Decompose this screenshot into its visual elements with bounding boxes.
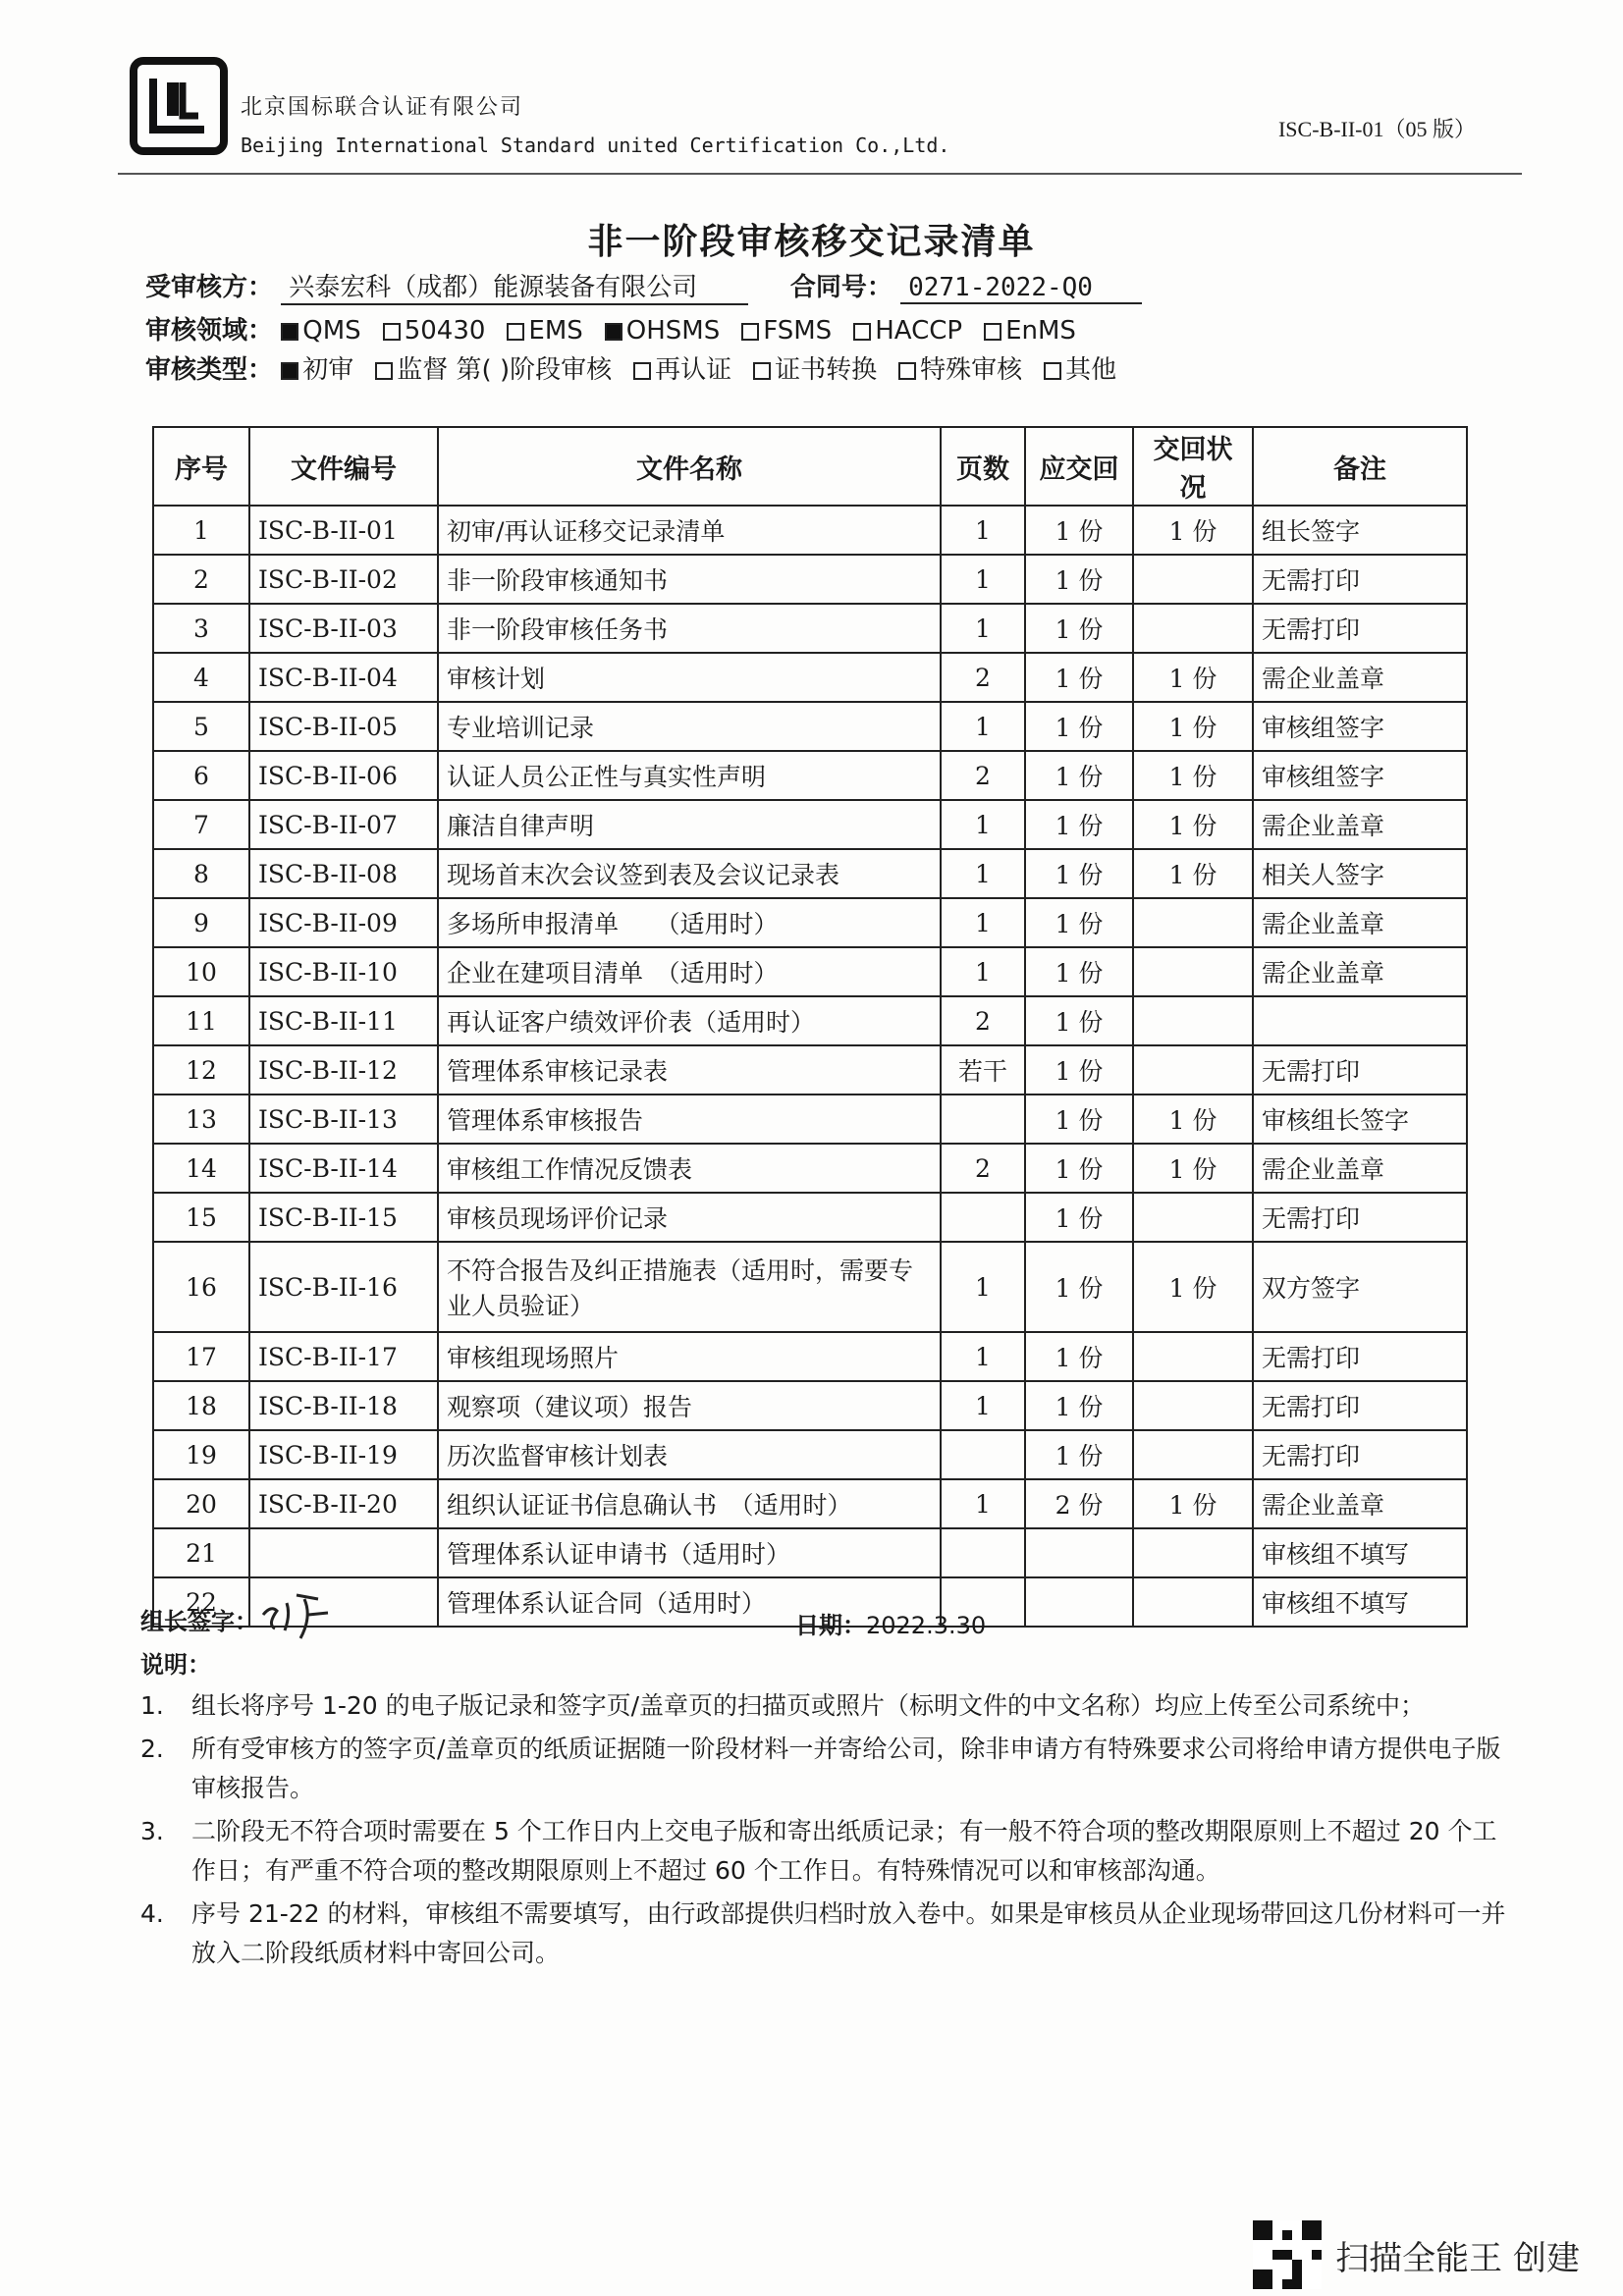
domain-option-label: HACCP — [875, 316, 963, 346]
header-divider — [118, 173, 1522, 175]
cell-due: 1 份 — [1025, 702, 1133, 751]
cell-due: 1 份 — [1025, 1144, 1133, 1193]
cell-doc-no: ISC-B-II-06 — [249, 751, 438, 800]
cell-doc-name: 管理体系审核记录表 — [438, 1045, 941, 1095]
unchecked-box-icon — [741, 323, 759, 341]
cell-remarks: 需企业盖章 — [1253, 1479, 1467, 1528]
cell-returned — [1133, 1528, 1253, 1577]
note-number: 1. — [140, 1691, 164, 1720]
col-header-seq: 序号 — [153, 427, 249, 506]
cell-seq: 6 — [153, 751, 249, 800]
domain-option — [605, 316, 720, 346]
cell-seq: 8 — [153, 849, 249, 898]
audit-type-option-label: 初审 — [302, 355, 354, 385]
cell-returned — [1133, 1332, 1253, 1381]
cell-due: 1 份 — [1025, 1430, 1133, 1479]
cell-doc-name: 审核计划 — [438, 653, 941, 702]
audit-type-option-label: 特殊审核 — [920, 355, 1023, 385]
cell-doc-name: 管理体系认证申请书（适用时） — [438, 1528, 941, 1577]
cell-doc-name: 初审/再认证移交记录清单 — [438, 506, 941, 555]
audit-type-option — [633, 349, 731, 386]
company-name-cn: 北京国标联合认证有限公司 — [241, 95, 524, 120]
cell-returned: 1 份 — [1133, 800, 1253, 849]
cell-returned: 1 份 — [1133, 1242, 1253, 1332]
form-code: ISC-B-II-01（05 版） — [1277, 117, 1476, 141]
cell-due: 1 份 — [1025, 947, 1133, 996]
cell-doc-no: ISC-B-II-14 — [249, 1144, 438, 1193]
cell-pages — [941, 1528, 1025, 1577]
cell-doc-name: 历次监督审核计划表 — [438, 1430, 941, 1479]
cell-due: 1 份 — [1025, 1193, 1133, 1242]
note-text: 所有受审核方的签字页/盖章页的纸质证据随一阶段材料一并寄给公司，除非申请方有特殊要求公司将给申请方提供电子版审核报告。 — [191, 1735, 1501, 1802]
col-header-due: 应交回 — [1025, 427, 1133, 506]
cell-remarks: 无需打印 — [1253, 1045, 1467, 1095]
cell-pages: 1 — [941, 1479, 1025, 1528]
audit-type-list — [281, 355, 1138, 385]
cell-doc-name: 多场所申报清单 （适用时） — [438, 898, 941, 947]
cell-due: 1 份 — [1025, 898, 1133, 947]
cell-seq: 15 — [153, 1193, 249, 1242]
qr-code-icon — [1253, 2220, 1322, 2289]
cell-seq: 22 — [153, 1577, 249, 1627]
cell-doc-no: ISC-B-II-02 — [249, 555, 438, 604]
domain-option — [853, 316, 962, 346]
cell-pages — [941, 1095, 1025, 1144]
cell-pages: 1 — [941, 849, 1025, 898]
audit-type-option-label: 再认证 — [655, 355, 732, 385]
col-header-doc-no: 文件编号 — [249, 427, 438, 506]
cell-doc-name: 认证人员公正性与真实性声明 — [438, 751, 941, 800]
cell-doc-no: ISC-B-II-04 — [249, 653, 438, 702]
cell-doc-no: ISC-B-II-10 — [249, 947, 438, 996]
document-title: 非一阶段审核移交记录清单 — [587, 222, 1036, 262]
leader-signature-label: 组长签字： — [140, 1608, 258, 1635]
table-row — [153, 947, 1467, 996]
cell-doc-no: ISC-B-II-12 — [249, 1045, 438, 1095]
cell-seq: 5 — [153, 702, 249, 751]
cell-remarks — [1253, 996, 1467, 1045]
cell-doc-name: 组织认证证书信息确认书 （适用时） — [438, 1479, 941, 1528]
note-number: 3. — [140, 1817, 164, 1845]
cell-due: 1 份 — [1025, 751, 1133, 800]
scanner-watermark-text: 扫描全能王 创建 — [1335, 2238, 1580, 2278]
audit-type-option-label: 监督 第( )阶段审核 — [397, 355, 613, 385]
handwritten-signature — [257, 1585, 346, 1644]
audit-type-line — [145, 349, 1138, 386]
cell-remarks: 相关人签字 — [1253, 849, 1467, 898]
cell-doc-name: 现场首末次会议签到表及会议记录表 — [438, 849, 941, 898]
cell-pages: 2 — [941, 1144, 1025, 1193]
cell-doc-no: ISC-B-II-16 — [249, 1242, 438, 1332]
cell-remarks: 双方签字 — [1253, 1242, 1467, 1332]
cell-due: 1 份 — [1025, 653, 1133, 702]
cell-seq: 12 — [153, 1045, 249, 1095]
table-row — [153, 1528, 1467, 1577]
cell-doc-no: ISC-B-II-03 — [249, 604, 438, 653]
note-item — [140, 1895, 1515, 1973]
cell-pages: 1 — [941, 1242, 1025, 1332]
cell-doc-no: ISC-B-II-15 — [249, 1193, 438, 1242]
cell-due: 1 份 — [1025, 1332, 1133, 1381]
cell-doc-no: ISC-B-II-18 — [249, 1381, 438, 1430]
cell-due: 1 份 — [1025, 1095, 1133, 1144]
cell-due: 1 份 — [1025, 1242, 1133, 1332]
domain-option-label: FSMS — [763, 316, 833, 346]
domain-option — [281, 316, 360, 346]
domain-option-label: EMS — [528, 316, 583, 346]
table-row — [153, 1479, 1467, 1528]
cell-pages: 2 — [941, 751, 1025, 800]
note-number: 4. — [140, 1899, 164, 1928]
cell-doc-no: ISC-B-II-20 — [249, 1479, 438, 1528]
note-text: 二阶段无不符合项时需要在 5 个工作日内上交电子版和寄出纸质记录；有一般不符合项的整改期限原则上不超过 20 个工作日；有严重不符合项的整改期限原则上不超过 60 个工作日。有特殊情况可以和审核部沟通。 — [191, 1817, 1497, 1885]
cell-seq: 3 — [153, 604, 249, 653]
notes-title: 说明： — [140, 1651, 211, 1679]
table-row — [153, 1045, 1467, 1095]
date-label: 日期： — [795, 1612, 866, 1639]
domain-option-label: EnMS — [1005, 316, 1076, 346]
checked-box-icon — [281, 362, 298, 380]
cell-doc-name: 廉洁自律声明 — [438, 800, 941, 849]
note-item — [140, 1686, 1515, 1726]
cell-seq: 19 — [153, 1430, 249, 1479]
cell-doc-name: 审核员现场评价记录 — [438, 1193, 941, 1242]
cell-due: 1 份 — [1025, 800, 1133, 849]
auditee-line — [145, 267, 1142, 305]
cell-remarks: 审核组不填写 — [1253, 1528, 1467, 1577]
cell-doc-no: ISC-B-II-08 — [249, 849, 438, 898]
domains-label: 审核领域： — [145, 316, 274, 346]
table-row — [153, 1193, 1467, 1242]
cell-seq: 4 — [153, 653, 249, 702]
note-text: 序号 21-22 的材料，审核组不需要填写，由行政部提供归档时放入卷中。如果是审核员从企业现场带回这几份材料可一并放入二阶段纸质材料中寄回公司。 — [191, 1899, 1506, 1967]
auditee-label: 受审核方： — [145, 273, 274, 302]
cell-remarks: 无需打印 — [1253, 1430, 1467, 1479]
cell-returned: 1 份 — [1133, 1479, 1253, 1528]
cell-pages — [941, 1430, 1025, 1479]
table-row — [153, 506, 1467, 555]
cell-pages — [941, 1193, 1025, 1242]
table-row — [153, 800, 1467, 849]
transfer-record-table — [152, 426, 1468, 1628]
table-row — [153, 849, 1467, 898]
cell-returned — [1133, 555, 1253, 604]
notes-list — [140, 1686, 1515, 1977]
cell-remarks: 审核组签字 — [1253, 702, 1467, 751]
note-item — [140, 1812, 1515, 1891]
table-row — [153, 996, 1467, 1045]
cell-due: 1 份 — [1025, 996, 1133, 1045]
cell-pages: 1 — [941, 1332, 1025, 1381]
cell-remarks: 需企业盖章 — [1253, 1144, 1467, 1193]
cell-pages: 1 — [941, 898, 1025, 947]
cell-seq: 2 — [153, 555, 249, 604]
company-logo-icon — [130, 57, 228, 155]
col-header-doc-name: 文件名称 — [438, 427, 941, 506]
col-header-remarks: 备注 — [1253, 427, 1467, 506]
audit-type-option — [753, 349, 877, 386]
cell-due — [1025, 1577, 1133, 1627]
cell-returned — [1133, 1577, 1253, 1627]
cell-seq: 10 — [153, 947, 249, 996]
table-row — [153, 898, 1467, 947]
domain-option — [383, 316, 486, 346]
cell-remarks: 需企业盖章 — [1253, 947, 1467, 996]
cell-doc-name: 非一阶段审核任务书 — [438, 604, 941, 653]
unchecked-box-icon — [1044, 362, 1061, 380]
cell-remarks: 无需打印 — [1253, 604, 1467, 653]
company-name-en: Beijing International Standard united Certification Co.,Ltd. — [241, 133, 950, 157]
cell-doc-no: ISC-B-II-17 — [249, 1332, 438, 1381]
cell-doc-name: 再认证客户绩效评价表（适用时） — [438, 996, 941, 1045]
cell-doc-no: ISC-B-II-13 — [249, 1095, 438, 1144]
cell-remarks: 审核组签字 — [1253, 751, 1467, 800]
cell-doc-name: 管理体系认证合同（适用时） — [438, 1577, 941, 1627]
cell-remarks: 无需打印 — [1253, 1332, 1467, 1381]
date-line — [795, 1606, 986, 1640]
table-row — [153, 1381, 1467, 1430]
domain-option-label: OHSMS — [625, 316, 721, 346]
contract-value: 0271-2022-Q0 — [900, 273, 1142, 304]
cell-seq: 18 — [153, 1381, 249, 1430]
table-row — [153, 1242, 1467, 1332]
cell-due — [1025, 1528, 1133, 1577]
note-number: 2. — [140, 1735, 164, 1763]
cell-due: 1 份 — [1025, 849, 1133, 898]
cell-seq: 21 — [153, 1528, 249, 1577]
unchecked-box-icon — [853, 323, 871, 341]
cell-returned: 1 份 — [1133, 1144, 1253, 1193]
cell-remarks: 无需打印 — [1253, 1381, 1467, 1430]
cell-pages: 1 — [941, 800, 1025, 849]
unchecked-box-icon — [633, 362, 651, 380]
auditee-value: 兴泰宏科（成都）能源装备有限公司 — [281, 267, 748, 305]
cell-remarks: 无需打印 — [1253, 555, 1467, 604]
cell-pages: 1 — [941, 702, 1025, 751]
cell-doc-name: 不符合报告及纠正措施表（适用时，需要专业人员验证） — [438, 1242, 941, 1332]
checked-box-icon — [605, 323, 622, 341]
cell-pages: 若干 — [941, 1045, 1025, 1095]
cell-seq: 13 — [153, 1095, 249, 1144]
cell-pages: 2 — [941, 996, 1025, 1045]
cell-doc-name: 观察项（建议项）报告 — [438, 1381, 941, 1430]
cell-pages: 1 — [941, 506, 1025, 555]
cell-seq: 14 — [153, 1144, 249, 1193]
cell-returned: 1 份 — [1133, 849, 1253, 898]
audit-type-option — [281, 349, 353, 386]
domain-option — [741, 316, 832, 346]
cell-seq: 16 — [153, 1242, 249, 1332]
unchecked-box-icon — [753, 362, 771, 380]
domains-line — [145, 310, 1098, 347]
audit-type-option — [898, 349, 1022, 386]
cell-returned — [1133, 1193, 1253, 1242]
cell-returned — [1133, 1045, 1253, 1095]
table-row — [153, 1332, 1467, 1381]
unchecked-box-icon — [984, 323, 1001, 341]
cell-doc-name: 审核组工作情况反馈表 — [438, 1144, 941, 1193]
table-row — [153, 1095, 1467, 1144]
domain-option — [507, 316, 582, 346]
cell-doc-name: 企业在建项目清单 （适用时） — [438, 947, 941, 996]
cell-doc-name: 非一阶段审核通知书 — [438, 555, 941, 604]
audit-type-option-label: 证书转换 — [775, 355, 878, 385]
cell-doc-no: ISC-B-II-01 — [249, 506, 438, 555]
table-header-row — [153, 427, 1467, 506]
cell-pages: 1 — [941, 604, 1025, 653]
cell-remarks: 需企业盖章 — [1253, 800, 1467, 849]
cell-doc-name: 专业培训记录 — [438, 702, 941, 751]
cell-pages: 2 — [941, 653, 1025, 702]
cell-seq: 17 — [153, 1332, 249, 1381]
cell-returned: 1 份 — [1133, 702, 1253, 751]
audit-type-option — [375, 349, 612, 386]
cell-doc-no: ISC-B-II-05 — [249, 702, 438, 751]
domains-list — [281, 316, 1098, 346]
table-row — [153, 653, 1467, 702]
cell-returned — [1133, 1430, 1253, 1479]
cell-seq: 7 — [153, 800, 249, 849]
col-header-returned: 交回状况 — [1133, 427, 1253, 506]
unchecked-box-icon — [383, 323, 401, 341]
cell-doc-no: ISC-B-II-09 — [249, 898, 438, 947]
cell-seq: 11 — [153, 996, 249, 1045]
col-header-pages: 页数 — [941, 427, 1025, 506]
cell-doc-name: 管理体系审核报告 — [438, 1095, 941, 1144]
domain-option-label: 50430 — [404, 316, 486, 346]
cell-remarks: 需企业盖章 — [1253, 653, 1467, 702]
cell-pages: 1 — [941, 947, 1025, 996]
cell-remarks: 组长签字 — [1253, 506, 1467, 555]
note-text: 组长将序号 1-20 的电子版记录和签字页/盖章页的扫描页或照片（标明文件的中文名称）均应上传至公司系统中； — [191, 1691, 1426, 1720]
domain-option — [984, 316, 1076, 346]
cell-returned: 1 份 — [1133, 751, 1253, 800]
cell-seq: 1 — [153, 506, 249, 555]
cell-due: 1 份 — [1025, 1381, 1133, 1430]
cell-doc-no: ISC-B-II-07 — [249, 800, 438, 849]
cell-returned — [1133, 996, 1253, 1045]
cell-due: 2 份 — [1025, 1479, 1133, 1528]
cell-pages: 1 — [941, 555, 1025, 604]
date-value: 2022.3.30 — [866, 1612, 987, 1639]
cell-due: 1 份 — [1025, 555, 1133, 604]
cell-remarks: 审核组长签字 — [1253, 1095, 1467, 1144]
unchecked-box-icon — [507, 323, 524, 341]
cell-returned — [1133, 604, 1253, 653]
cell-remarks: 审核组不填写 — [1253, 1577, 1467, 1627]
domain-option-label: QMS — [302, 316, 361, 346]
cell-returned — [1133, 898, 1253, 947]
table-row — [153, 604, 1467, 653]
table-row — [153, 702, 1467, 751]
cell-returned: 1 份 — [1133, 1095, 1253, 1144]
cell-due: 1 份 — [1025, 1045, 1133, 1095]
cell-returned: 1 份 — [1133, 506, 1253, 555]
cell-remarks: 无需打印 — [1253, 1193, 1467, 1242]
note-item — [140, 1730, 1515, 1808]
cell-due: 1 份 — [1025, 604, 1133, 653]
cell-doc-no — [249, 1528, 438, 1577]
table-row — [153, 555, 1467, 604]
cell-remarks: 需企业盖章 — [1253, 898, 1467, 947]
audit-type-label: 审核类型： — [145, 355, 274, 385]
cell-doc-name: 审核组现场照片 — [438, 1332, 941, 1381]
cell-doc-no: ISC-B-II-11 — [249, 996, 438, 1045]
table-row — [153, 1144, 1467, 1193]
unchecked-box-icon — [898, 362, 916, 380]
cell-seq: 9 — [153, 898, 249, 947]
cell-seq: 20 — [153, 1479, 249, 1528]
audit-type-option — [1044, 349, 1116, 386]
unchecked-box-icon — [375, 362, 393, 380]
scanner-watermark — [1253, 2220, 1580, 2289]
cell-returned — [1133, 947, 1253, 996]
cell-due: 1 份 — [1025, 506, 1133, 555]
cell-returned: 1 份 — [1133, 653, 1253, 702]
contract-label: 合同号： — [789, 273, 893, 302]
checked-box-icon — [281, 323, 298, 341]
audit-type-option-label: 其他 — [1065, 355, 1117, 385]
cell-pages: 1 — [941, 1381, 1025, 1430]
cell-returned — [1133, 1381, 1253, 1430]
table-row — [153, 751, 1467, 800]
table-row — [153, 1430, 1467, 1479]
cell-doc-no: ISC-B-II-19 — [249, 1430, 438, 1479]
